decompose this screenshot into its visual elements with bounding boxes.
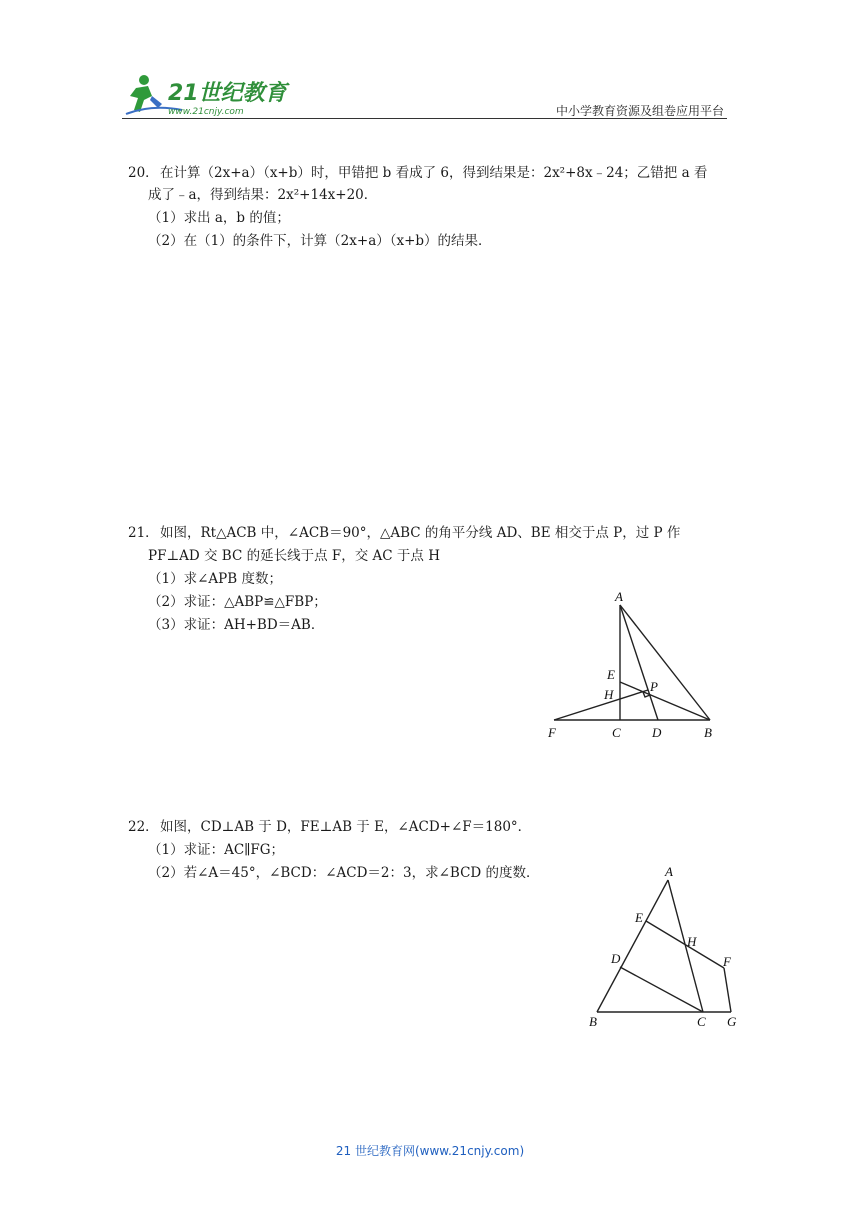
q20-part2: （2）在（1）的条件下，计算（2x+a）（x+b）的结果． xyxy=(148,233,492,249)
q20-line1: 在计算（2x+a）（x+b）时，甲错把 b 看成了 6，得到结果是：2x²+8x﹣24；乙错把 a 看 xyxy=(160,165,708,181)
label-G: G xyxy=(727,1014,737,1029)
footer-link[interactable]: 21 世纪教育网(www.21cnjy.com) xyxy=(335,1144,525,1158)
label-P: P xyxy=(650,679,658,694)
label-B: B xyxy=(704,725,712,740)
header-divider xyxy=(122,118,727,119)
label-C: C xyxy=(697,1014,706,1029)
q20-line2: 成了﹣a，得到结果：2x²+14x+20． xyxy=(148,187,378,203)
segment-FP xyxy=(554,690,648,720)
segment-EF xyxy=(646,921,724,968)
q22-number: 22． xyxy=(128,819,159,835)
label-C: C xyxy=(612,725,621,740)
logo-url: www.21cnjy.com xyxy=(168,107,244,117)
q21-figure xyxy=(540,585,730,750)
segment-AC xyxy=(668,880,703,1012)
label-F: F xyxy=(548,725,556,740)
label-E: E xyxy=(635,910,643,925)
q21-part1: （1）求∠APB 度数； xyxy=(148,571,282,587)
segment-AB xyxy=(620,605,710,720)
logo-text: 21世纪教育 xyxy=(168,81,287,106)
segment-DC xyxy=(620,967,703,1012)
site-logo xyxy=(122,70,292,122)
label-A: A xyxy=(665,864,673,879)
label-B: B xyxy=(589,1014,597,1029)
label-E: E xyxy=(607,667,615,682)
q22-part2: （2）若∠A＝45°，∠BCD：∠ACD＝2：3，求∠BCD 的度数． xyxy=(148,865,540,881)
q22-figure xyxy=(583,860,753,1035)
q21-line1: 如图，Rt△ACB 中，∠ACB＝90°，△ABC 的角平分线 AD、BE 相交于点 P，过 P 作 xyxy=(160,525,681,541)
label-D: D xyxy=(652,725,662,740)
label-A: A xyxy=(615,589,623,604)
segment-EB xyxy=(620,682,710,720)
q20-part1: （1）求出 a，b 的值； xyxy=(148,210,290,226)
label-H: H xyxy=(604,687,614,702)
q22-line1: 如图，CD⊥AB 于 D，FE⊥AB 于 E，∠ACD+∠F＝180°． xyxy=(160,819,532,835)
segment-AD xyxy=(620,605,658,720)
header-tagline: 中小学教育资源及组卷应用平台 xyxy=(555,104,724,118)
label-F: F xyxy=(723,954,731,969)
segment-AB xyxy=(597,880,668,1012)
q21-part3: （3）求证：AH+BD＝AB． xyxy=(148,617,325,633)
label-H: H xyxy=(687,934,697,949)
q21-part2: （2）求证：△ABP≌△FBP； xyxy=(148,594,327,610)
q20-number: 20． xyxy=(128,165,159,181)
q21-number: 21． xyxy=(128,525,159,541)
label-D: D xyxy=(611,951,621,966)
q21-line2: PF⊥AD 交 BC 的延长线于点 F，交 AC 于点 H xyxy=(148,548,440,564)
q22-part1: （1）求证：AC∥FG； xyxy=(148,842,285,858)
segment-FG xyxy=(724,968,731,1012)
